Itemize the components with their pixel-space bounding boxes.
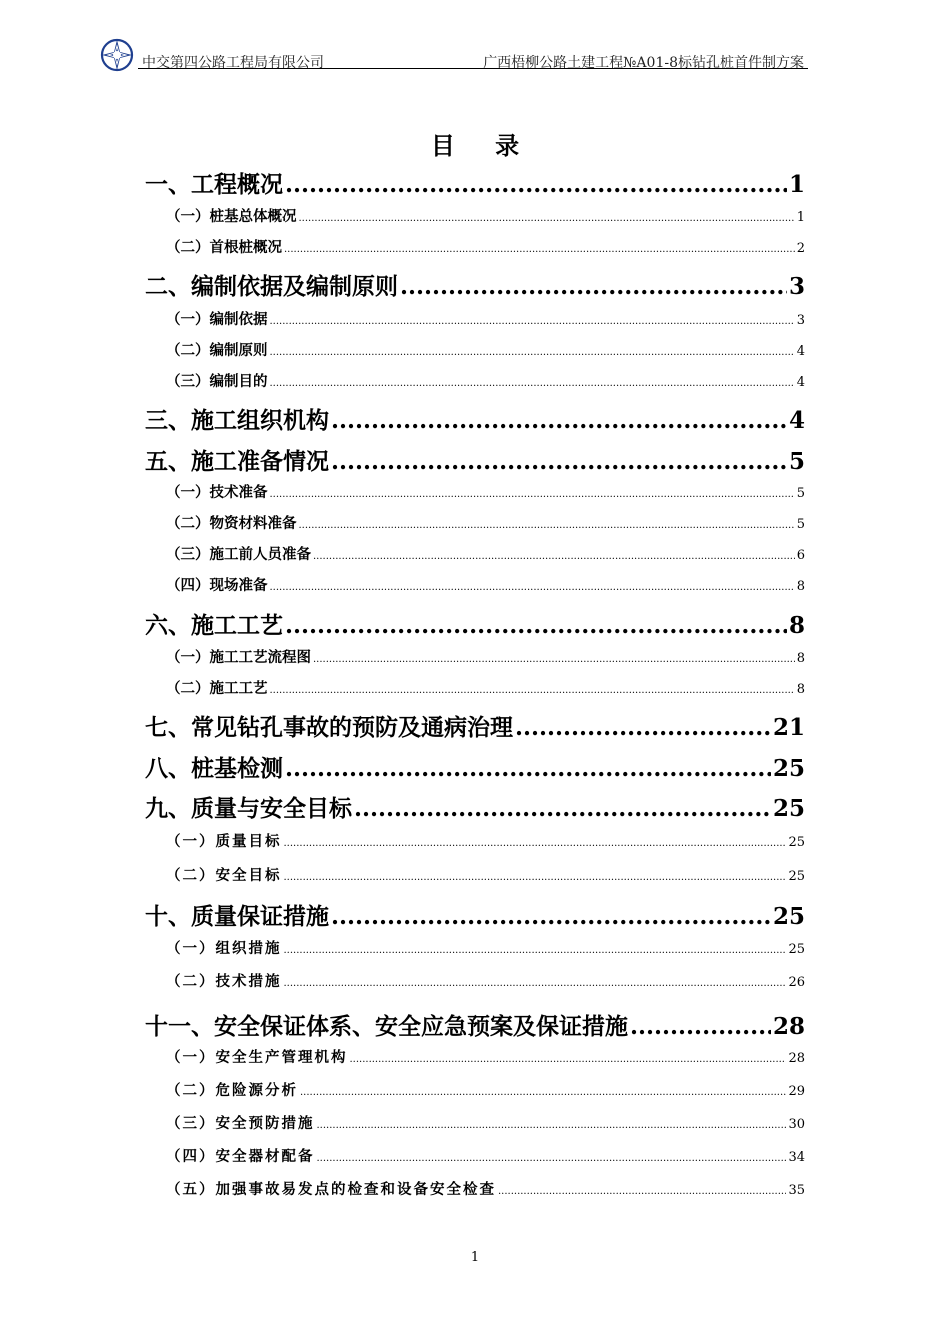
toc-section-entry[interactable] bbox=[166, 308, 805, 330]
toc-dot-leader bbox=[284, 945, 787, 956]
toc-section-entry[interactable] bbox=[166, 1079, 805, 1101]
toc-chapter-entry[interactable] bbox=[145, 268, 805, 302]
toc-dot-leader bbox=[285, 612, 787, 639]
toc-chapter-entry[interactable] bbox=[145, 898, 805, 932]
toc-entry-page: 5 bbox=[796, 517, 805, 532]
toc-dot-leader bbox=[270, 316, 795, 327]
toc-entry-title: 九、质量与安全目标 bbox=[145, 796, 352, 822]
toc-entry-page: 34 bbox=[788, 1150, 805, 1165]
toc-entry-title: 七、常见钻孔事故的预防及通病治理 bbox=[145, 715, 513, 741]
toc-dot-leader bbox=[284, 838, 787, 849]
toc-section-entry[interactable] bbox=[166, 937, 805, 959]
toc-section-entry[interactable] bbox=[166, 970, 805, 992]
toc-entry-title: （一）施工工艺流程图 bbox=[166, 650, 311, 666]
toc-entry-page: 2 bbox=[796, 241, 805, 256]
toc-entry-title: 八、桩基检测 bbox=[145, 756, 283, 782]
toc-section-entry[interactable] bbox=[166, 1112, 805, 1134]
toc-entry-title: （一）技术准备 bbox=[166, 485, 268, 501]
toc-entry-page: 3 bbox=[788, 273, 805, 300]
toc-section-entry[interactable] bbox=[166, 574, 805, 596]
toc-entry-page: 8 bbox=[796, 579, 805, 594]
toc-section-entry[interactable] bbox=[166, 646, 805, 668]
toc-entry-page: 28 bbox=[772, 1013, 805, 1040]
toc-entry-page: 1 bbox=[796, 210, 805, 225]
toc-entry-title: （二）编制原则 bbox=[166, 343, 268, 359]
toc-entry-page: 6 bbox=[796, 548, 805, 563]
toc-chapter-entry[interactable] bbox=[145, 443, 805, 477]
toc-dot-leader bbox=[284, 244, 795, 255]
toc-entry-page: 28 bbox=[788, 1051, 805, 1066]
toc-dot-leader bbox=[331, 407, 787, 434]
toc-dot-leader bbox=[313, 654, 795, 665]
toc-dot-leader bbox=[317, 1153, 787, 1164]
toc-entry-title: 十、质量保证措施 bbox=[145, 904, 329, 930]
toc-dot-leader bbox=[270, 685, 795, 696]
toc-entry-title: （三）安全预防措施 bbox=[166, 1116, 315, 1132]
toc-entry-page: 21 bbox=[772, 714, 805, 741]
toc-chapter-entry[interactable] bbox=[145, 709, 805, 743]
toc-entry-title: 二、编制依据及编制原则 bbox=[145, 274, 398, 300]
toc-entry-page: 4 bbox=[788, 407, 805, 434]
toc-entry-title: （四）安全器材配备 bbox=[166, 1149, 315, 1165]
toc-dot-leader bbox=[498, 1186, 786, 1197]
toc-section-entry[interactable] bbox=[166, 677, 805, 699]
toc-entry-page: 25 bbox=[772, 795, 805, 822]
toc-title: 目 录 bbox=[430, 132, 536, 160]
toc-dot-leader bbox=[630, 1013, 771, 1040]
toc-entry-title: （二）危险源分析 bbox=[166, 1083, 298, 1099]
toc-entry-page: 8 bbox=[788, 612, 805, 639]
toc-section-entry[interactable] bbox=[166, 1178, 805, 1200]
header-project-title: 广西梧柳公路土建工程№A01-8标钻孔桩首件制方案 bbox=[483, 55, 804, 71]
toc-entry-page: 25 bbox=[772, 755, 805, 782]
toc-dot-leader bbox=[270, 489, 795, 500]
toc-chapter-entry[interactable] bbox=[145, 750, 805, 784]
toc-entry-title: 六、施工工艺 bbox=[145, 613, 283, 639]
toc-dot-leader bbox=[270, 378, 795, 389]
toc-chapter-entry[interactable] bbox=[145, 607, 805, 641]
toc-entry-title: 一、工程概况 bbox=[145, 172, 283, 198]
toc-section-entry[interactable] bbox=[166, 339, 805, 361]
toc-entry-title: （一）安全生产管理机构 bbox=[166, 1050, 348, 1066]
toc-dot-leader bbox=[300, 1087, 786, 1098]
page-number: 1 bbox=[470, 1250, 480, 1265]
toc-section-entry[interactable] bbox=[166, 1145, 805, 1167]
toc-entry-title: （一）质量目标 bbox=[166, 834, 282, 850]
toc-chapter-entry[interactable] bbox=[145, 1008, 805, 1042]
toc-dot-leader bbox=[299, 213, 795, 224]
toc-entry-page: 35 bbox=[788, 1183, 805, 1198]
toc-entry-title: （二）施工工艺 bbox=[166, 681, 268, 697]
toc-entry-page: 25 bbox=[788, 942, 805, 957]
toc-dot-leader bbox=[299, 520, 795, 531]
toc-entry-title: （五）加强事故易发点的检查和设备安全检查 bbox=[166, 1182, 496, 1198]
page-header bbox=[100, 38, 808, 74]
toc-dot-leader bbox=[285, 171, 787, 198]
toc-entry-title: （四）现场准备 bbox=[166, 578, 268, 594]
toc-dot-leader bbox=[331, 448, 787, 475]
toc-section-entry[interactable] bbox=[166, 512, 805, 534]
toc-entry-title: （二）安全目标 bbox=[166, 868, 282, 884]
toc-chapter-entry[interactable] bbox=[145, 166, 805, 200]
toc-dot-leader bbox=[400, 273, 787, 300]
toc-entry-title: （三）编制目的 bbox=[166, 374, 268, 390]
toc-entry-page: 25 bbox=[788, 869, 805, 884]
toc-entry-title: 五、施工准备情况 bbox=[145, 449, 329, 475]
toc-entry-page: 1 bbox=[788, 171, 805, 198]
toc-chapter-entry[interactable] bbox=[145, 790, 805, 824]
toc-entry-title: （二）物资材料准备 bbox=[166, 516, 297, 532]
toc-entry-title: 三、施工组织机构 bbox=[145, 408, 329, 434]
toc-dot-leader bbox=[270, 582, 795, 593]
toc-section-entry[interactable] bbox=[166, 481, 805, 503]
toc-dot-leader bbox=[284, 872, 787, 883]
toc-entry-title: （三）施工前人员准备 bbox=[166, 547, 311, 563]
toc-entry-page: 5 bbox=[796, 486, 805, 501]
toc-dot-leader bbox=[331, 903, 771, 930]
toc-entry-page: 26 bbox=[788, 975, 805, 990]
toc-entry-page: 4 bbox=[796, 344, 805, 359]
toc-chapter-entry[interactable] bbox=[145, 402, 805, 436]
toc-section-entry[interactable] bbox=[166, 830, 805, 852]
toc-section-entry[interactable] bbox=[166, 864, 805, 886]
toc-entry-page: 4 bbox=[796, 375, 805, 390]
toc-entry-page: 5 bbox=[788, 448, 805, 475]
toc-section-entry[interactable] bbox=[166, 370, 805, 392]
toc-section-entry[interactable] bbox=[166, 1046, 805, 1068]
toc-entry-title: （一）编制依据 bbox=[166, 312, 268, 328]
toc-dot-leader bbox=[270, 347, 795, 358]
toc-dot-leader bbox=[313, 551, 795, 562]
toc-entry-title: （一）组织措施 bbox=[166, 941, 282, 957]
header-company-name: 中交第四公路工程局有限公司 bbox=[142, 55, 324, 71]
toc-dot-leader bbox=[284, 978, 787, 989]
toc-dot-leader bbox=[317, 1120, 787, 1131]
toc-entry-page: 8 bbox=[796, 651, 805, 666]
toc-entry-page: 25 bbox=[772, 903, 805, 930]
toc-dot-leader bbox=[515, 714, 771, 741]
toc-dot-leader bbox=[350, 1054, 787, 1065]
toc-entry-title: 十一、安全保证体系、安全应急预案及保证措施 bbox=[145, 1014, 628, 1040]
toc-entry-title: （二）技术措施 bbox=[166, 974, 282, 990]
toc-section-entry[interactable] bbox=[166, 543, 805, 565]
toc-entry-page: 3 bbox=[796, 313, 805, 328]
toc-dot-leader bbox=[354, 795, 771, 822]
toc-entry-title: （二）首根桩概况 bbox=[166, 240, 282, 256]
toc-section-entry[interactable] bbox=[166, 236, 805, 258]
toc-entry-page: 25 bbox=[788, 835, 805, 850]
toc-entry-title: （一）桩基总体概况 bbox=[166, 209, 297, 225]
toc-entry-page: 30 bbox=[788, 1117, 805, 1132]
toc-section-entry[interactable] bbox=[166, 205, 805, 227]
toc-entry-page: 29 bbox=[788, 1084, 805, 1099]
toc-dot-leader bbox=[285, 755, 771, 782]
header-rule bbox=[138, 68, 808, 69]
company-logo-icon bbox=[100, 38, 134, 72]
toc-entry-page: 8 bbox=[796, 682, 805, 697]
